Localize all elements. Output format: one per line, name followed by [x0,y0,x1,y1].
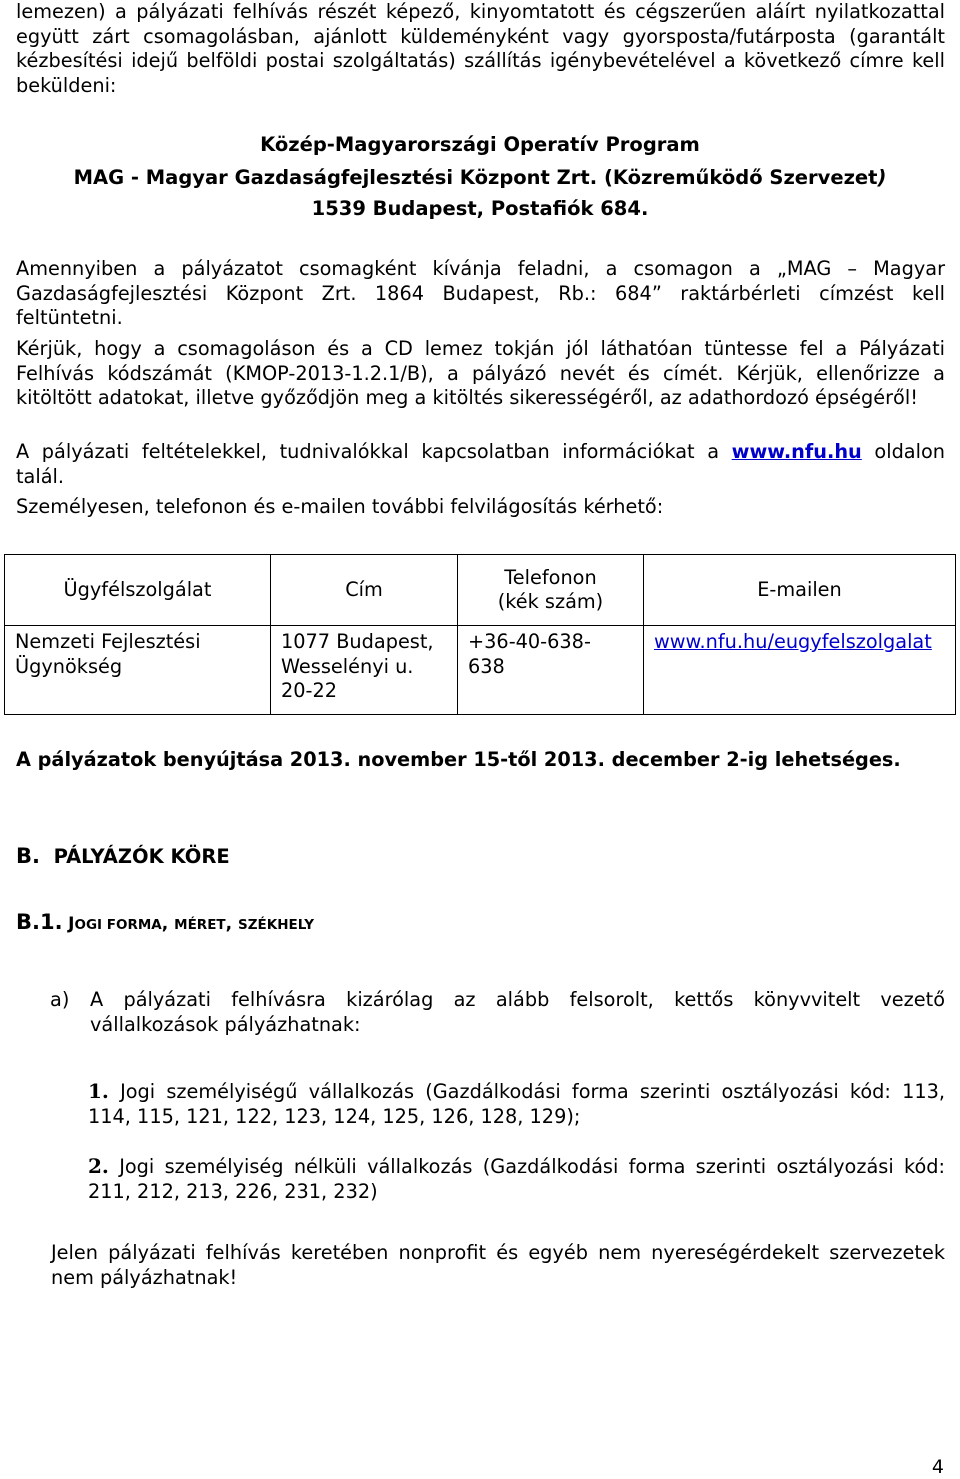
info-text-after: oldalon talál. [16,440,945,488]
email-service-link[interactable]: www.nfu.hu/eugyfelszolgalat [654,630,932,653]
list-item-a-text: A pályázati felhívásra kizárólag az alább felsorolt, kettős könyvvitelt vezető vállalkozások pályázhatnak: [90,988,945,1036]
list-item-number: 1. [88,1079,109,1103]
list-item-number: 2. [88,1154,109,1178]
cell-phone-line1: +36-40-638- [468,630,591,653]
list-item [88,1154,945,1204]
section-b1-title-meret: MÉRET [174,917,226,933]
section-b1-title-forma: FORMA [106,917,162,933]
cell-phone [458,626,644,715]
contact-table [4,554,956,715]
address-organization [0,166,960,189]
contact-table-header-row [5,555,956,626]
section-b1-number: B.1. [16,910,63,934]
personal-info-paragraph: Személyesen, telefonon és e-mailen további felvilágosítás kérhető: [16,495,664,518]
info-text-before: A pályázati feltételekkel, tudnivalókkal kapcsolatban információkat a [16,440,732,463]
cell-address-line1: 1077 Budapest, [281,630,434,653]
cell-service-line1: Nemzeti Fejlesztési [15,630,201,653]
list-item-text: Jogi személyiségű vállalkozás (Gazdálkodási forma szerinti osztályozási kód: 113, 114, 115, 121, 122, 123, 124, 125, 126, 128, 129); [88,1080,945,1128]
cell-service [5,626,271,715]
cell-address-line2: Wesselényi u. [281,654,414,678]
address-postal: 1539 Budapest, Postafiók 684. [311,197,649,220]
list-item-text: Jogi személyiség nélküli vállalkozás (Gazdálkodási forma szerinti osztályozási kód: 211, 212, 213, 226, 231, 232) [88,1155,945,1203]
table-row [5,626,956,715]
cell-phone-line2: 638 [468,654,505,678]
request-paragraph: Kérjük, hogy a csomagoláson és a CD lemez tokján jól láthatóan tüntesse fel a Pályázati Felhívás kódszámát (KMOP-2013-1.2.1/B), a pályázó nevét és címét. Kérjük, ellenőrizze a kitöltött adatokat, illetve győződjön meg a kitöltés sikerességéről, az adathordozó épségéről! [16,337,945,409]
header-phone-line2: (kék szám) [497,590,604,613]
address-organization-paren: ) [877,166,887,189]
section-b1-title-ogi: OGI [74,917,107,933]
section-b1-comma2: , [225,914,239,934]
list-item-a-label: a) [50,988,70,1011]
section-b-heading [16,844,230,868]
cell-email [644,626,956,715]
nfu-website-link[interactable]: www.nfu.hu [731,440,862,463]
header-phone [458,555,644,626]
package-note-paragraph: Amennyiben a pályázatot csomagként kívánja feladni, a csomagon a „MAG – Magyar Gazdaságfejlesztési Központ Zrt. 1864 Budapest, Rb.: 684” raktárbérleti címzést kell feltüntetni. [16,257,945,329]
cell-address [271,626,458,715]
address-program: Közép-Magyarországi Operatív Program [260,133,700,156]
page-number: 4 [931,1456,944,1478]
section-b-title: PÁLYÁZÓK KÖRE [53,845,230,868]
section-b1-title-j: J [68,914,75,934]
section-b1-comma1: , [161,914,175,934]
address-organization-text: MAG - Magyar Gazdaságfejlesztési Központ Zrt. (Közreműködő Szervezet [73,166,878,189]
info-paragraph [16,440,945,489]
closing-paragraph: Jelen pályázati felhívás keretében nonprofit és egyéb nem nyereségérdekelt szervezetek nem pályázhatnak! [51,1241,945,1289]
intro-paragraph: lemezen) a pályázati felhívás részét képező, kinyomtatott és cégszerűen aláírt nyilatkozattal együtt zárt csomagolásban, ajánlott küldeményként vagy gyorsposta/futárposta (garantált kézbesítési idejű belföldi postai szolgáltatás) szállítás igénybevételével a következő címre kell beküldeni: [16,0,945,97]
header-phone-line1: Telefonon [504,565,597,589]
section-b-number: B. [16,844,40,868]
deadline-statement: A pályázatok benyújtása 2013. november 15-től 2013. december 2-ig lehetséges. [16,748,901,771]
cell-service-line2: Ügynökség [15,654,123,678]
list-item [88,1079,945,1129]
header-service: Ügyfélszolgálat [5,555,271,626]
section-b1-heading [16,910,314,934]
section-b1-title-szekhely: SZÉKHELY [238,917,315,933]
header-address: Cím [271,555,458,626]
header-email: E-mailen [644,555,956,626]
cell-address-line3: 20-22 [281,679,338,702]
